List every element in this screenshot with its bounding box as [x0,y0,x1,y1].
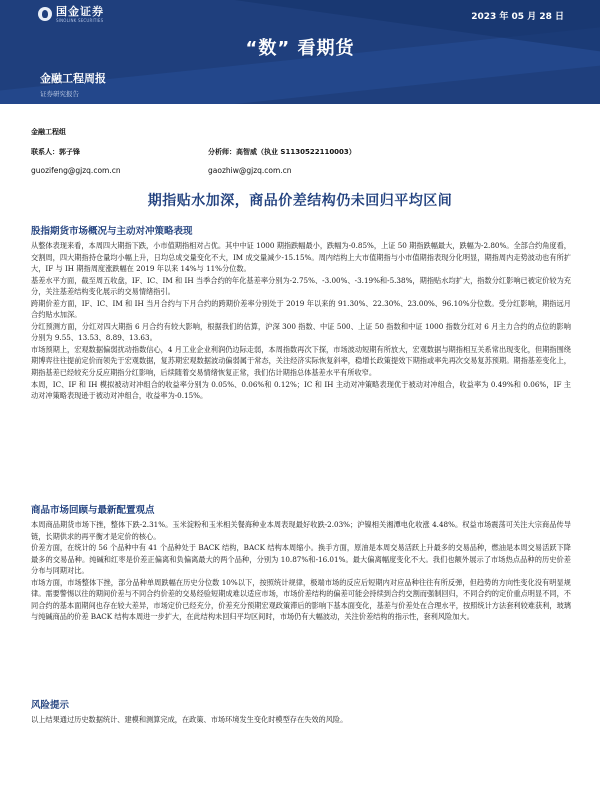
paragraph: 价差方面，在统计的 56 个品种中有 41 个品种处于 BACK 结构，BACK 结构本周缩小。换手方面，原油是本周交易活跃上升最多的交易品种，燃油是本周交易活跃下降最多的交易品种。纯碱和红枣是价差正偏离和负偏离最大的两个品种，分别为 10.87%和-16.01%。最大偏离幅度变化不大。我们也额外展示了市场热点品种的历史价差分布与同期对比。 [31,543,571,576]
report-series: 金融工程周报 [40,72,106,85]
paragraph: 跨期价差方面，IF、IC、IM 和 IH 当月合约与下月合约的跨期价差率分别处于 2019 年以来的 91.30%、22.30%、23.00%、96.10%分位数。受分红影响，期指远月合约贴水加深。 [31,298,571,320]
section-body-commodities [31,519,571,623]
logo-emblem-icon [38,7,52,21]
paragraph: 本周，IC、IF 和 IH 模拟被动对冲组合的收益率分别为 0.05%、0.06%和 0.12%；IC 和 IH 主动对冲策略表现优于被动对冲组合，收益率为 0.49%和 0.06%，IF 主动对冲策略表现逊于被动对冲组合，收益率为-0.15%。 [31,379,571,401]
section-body-futures [31,240,571,402]
section-body-risk [31,714,571,726]
paragraph: 以上结果通过历史数据统计、建模和测算完成，在政策、市场环境发生变化时模型存在失效的风险。 [31,715,348,724]
contact-email-link[interactable]: guozifeng@gjzq.com.cn [31,166,121,175]
section-title-futures: 股指期货市场概况与主动对冲策略表现 [31,226,193,237]
report-banner [0,0,600,104]
section-title-risk: 风险提示 [31,700,70,711]
author-group: 金融工程组 [31,128,66,136]
report-date: 2023 年 05 月 28 日 [471,12,564,22]
analyst-name: 分析师：高智威（执业 S1130522110003） [208,148,356,156]
report-title: “数” 看期货 [245,38,355,59]
paragraph: 市场方面，市场整体下挫，部分品种单周跌幅在历史分位数 10%以下，按照统计规律，极端市场的反应后短期内对应品种往往有所反弹，但趋势的方向性变化没有明显规律。需要警惕以往的期间价差与不同合约价差的交易经验短期成难以适应市场，市场价差结构的偏差可能会持续到合约交割而强制回归，不同合约的定价重点明显不同，不同合约的基本面期间也存在较大差异，市场定价已经充分，价差充分预期宏观政策滞后的影响下基本面变化，基差与价差处在合理水平，按照统计方法套利较难获利，玻璃与纯碱商品的价差 BACK 结构本周进一步扩大，在此结构未回归平均区间时，市场仍有大幅波动，关注价差结构的指示性，套利风险加大。 [31,577,571,622]
section-title-commodities: 商品市场回顾与最新配置观点 [31,505,155,516]
paragraph: 本周商品期货市场下挫，整体下跌-2.31%。玉米淀粉和玉米相关餐海种业本周表现最好收跌-2.03%；沪镍相关湘潭电化收涨 4.48%。权益市场震荡可关注大宗商品传导链，长期供求的再平衡才是定价的核心。 [31,520,571,541]
paragraph: 市场预期上，宏观数据偏弱扰动指数信心，4 月工业企业利润仍边际走弱，本周指数再次下探，市场波动短期有所放大，宏观数据与期指相互关系常出现变化，但期指围绕期博弈往往提前定价而领先于宏观数据，复苏期宏观数据波动偏弱属于常态，关注经济实际恢复斜率，稳增长政策提效下期指或率先再次交易复苏预期。期指基差变化上，期指基差已经较充分反应期指分红影响，后续随着交易情绪恢复正常，我们估计期指总体基差水平有所收窄。 [31,344,571,378]
paragraph: 从整体表现来看，本周四大期指下跌，小市值期指相对占优。其中中证 1000 期指跌幅最小，跌幅为-0.85%，上证 50 期指跌幅最大，跌幅为-2.80%。全部合约角度看，交割周，四大期指持仓量均小幅上升，日均总成交量变化不大，IM 成交量减少-15.15%。周内结构上大市值期指与小市值期指表现分化明显，期指周内走势波动也有所扩大，IF 与 IH 期指周度涨跌幅在 2019 年以来 14%与 11%分位数。 [31,241,571,274]
analyst-email-link[interactable]: gaozhiw@gjzq.com.cn [208,166,292,175]
paragraph: 分红预测方面，分红对四大期指 6 月合约有较大影响，根据我们的估算，沪深 300 指数、中证 500、上证 50 指数和中证 1000 指数分红对 6 月主力合约的点位的影响分别为 9.55、13.53、8.89、13.63。 [31,321,571,343]
company-logo [38,6,104,22]
contact-person: 联系人：郭子锋 [31,148,80,156]
report-type: 证券研究报告 [40,90,79,98]
report-headline: 期指贴水加深，商品价差结构仍未回归平均区间 [147,193,453,209]
logo-text: 国金证券 [56,4,104,18]
logo-subtext: SINOLINK SECURITIES [56,17,104,23]
paragraph: 基差水平方面，截至周五收盘，IF、IC、IM 和 IH 当季合约的年化基差率分别为-2.75%、-3.00%、-3.19%和-5.38%，期指贴水均扩大，指数分红影响已被定价较为充分，关注基差结构变化展示的交易情绪指引。 [31,275,571,297]
